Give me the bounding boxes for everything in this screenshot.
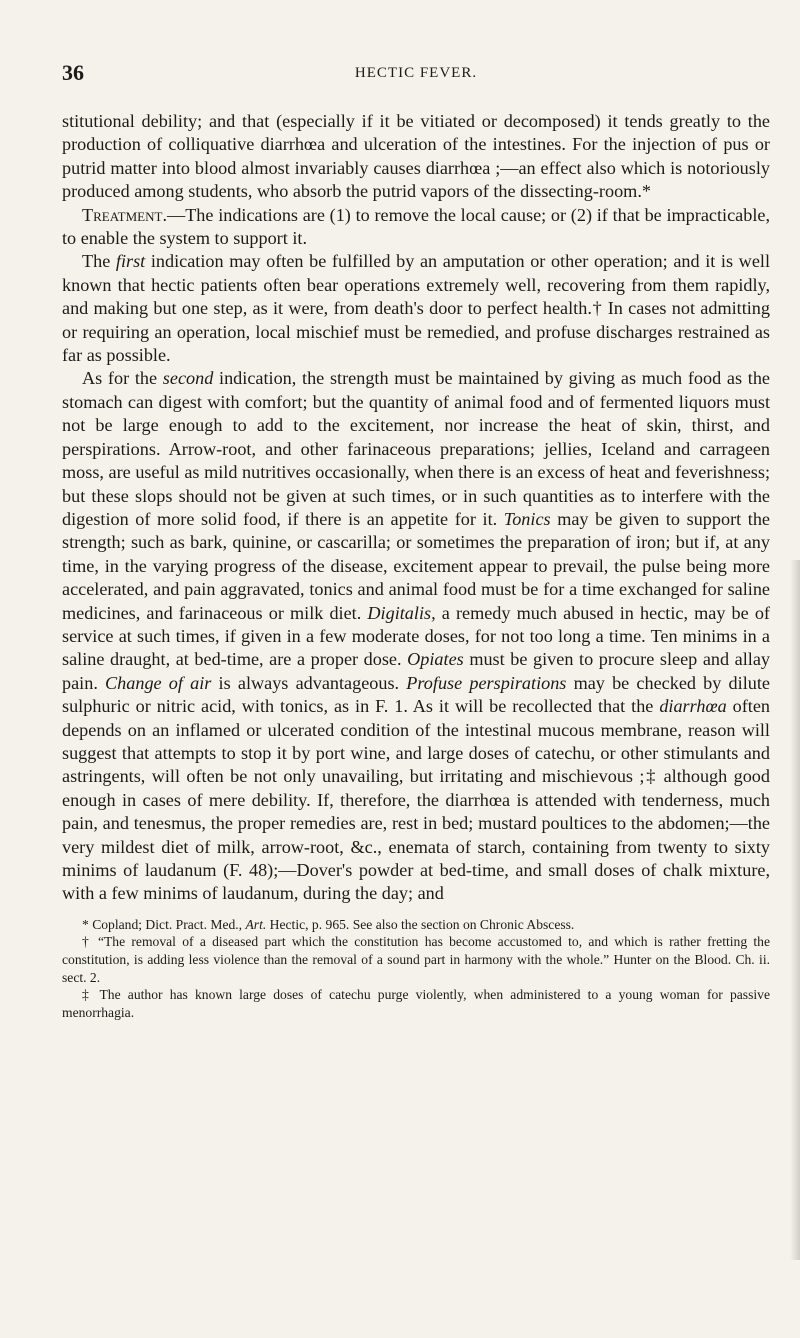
paragraph-second-indication: As for the second indication, the strength must be maintained by giving as much food as the stomach can digest with comfort; but the quantity of animal food and of fermented liquors must not be large enough to add to the excitement, nor increase the heat of skin, thirst, and perspirations. Arrow-root, and other farinaceous preparations; jellies, Iceland and carrageen moss, are useful as mild nutritives occasionally, when there is an excess of heat and feverishness; but these slops should not be given at such times, or in such quantities as to interfere with the digestion of more solid food, if there is an appetite for it. Tonics may be given to support the strength; such as bark, quinine, or cascarilla; or sometimes the preparation of iron; but if, at any time, in the varying progress of the disease, excitement appear to prevail, the pulse being more accelerated, and pain aggravated, tonics and animal food must be for a time exchanged for saline medicines, and farinaceous or milk diet. Digitalis, a remedy much abused in hectic, may be of service at such times, if given in a few moderate doses, for not too long a time. Ten minims in a saline draught, at bed-time, are a proper dose. Opiates must be given to procure sleep and allay pain. Change of air is always advantageous. Profuse perspirations may be checked by dilute sulphuric or nitric acid, with tonics, as in F. 1. As it will be recollected that the diarrhœa often depends on an inflamed or ulcerated condition of the intestinal mucous membrane, reason will suggest that attempts to stop it by port wine, and large doses of catechu, or other stimulants and astringents, will often be not only unavailing, but irritating and mischievous ;‡ although good enough in cases of mere debility. If, therefore, the diarrhœa is attended with tenderness, much pain, and tenesmus, the proper remedies are, rest in bed; mustard poultices to the abdomen;—the very mildest diet of milk, arrow-root, &c., enemata of starch, containing from twenty to sixty minims of laudanum (F. 48);—Dover's powder at bed-time, and small doses of chalk mixture, with a few minims of laudanum, during the day; and	[62, 368, 771, 904]
treatment-heading: Treatment.	[82, 204, 167, 225]
paragraph-treatment: Treatment.—The indications are (1) to remove the local cause; or (2) if that be impracticable, to enable the system to support it.	[62, 204, 770, 249]
running-head: HECTIC FEVER.	[354, 65, 478, 81]
footnotes	[62, 916, 770, 1022]
footnote-1: * Copland; Dict. Pract. Med., Art. Hectic, p. 965. See also the section on Chronic Abscess.	[82, 916, 575, 932]
book-page	[62, 60, 770, 1021]
footnote-3: ‡ The author has known large doses of catechu purge violently, when administered to a young woman for passive menorrhagia.	[62, 987, 770, 1020]
page-header	[62, 60, 770, 88]
page-edge-shadow	[790, 560, 800, 1260]
page-number: 36	[62, 60, 84, 85]
paragraph-first-indication: The first indication may often be fulfilled by an amputation or other operation; and it is well known that hectic patients often bear operations extremely well, recovering from them rapidly, and making but one step, as it were, from death's door to perfect health.† In cases not admitting or requiring an operation, local mischief must be remedied, and profuse discharges restrained as far as possible.	[62, 251, 770, 366]
paragraph-continuation: stitutional debility; and that (especially if it be vitiated or decomposed) it tends greatly to the production of colliquative diarrhœa and ulceration of the intestines. For the injection of pus or putrid matter into blood almost invariably causes diarrhœa ;—an effect also which is notoriously produced among students, who absorb the putrid vapors of the dissecting-room.*	[62, 111, 770, 202]
footnote-2: † “The removal of a diseased part which the constitution has become accustomed to, and which is rather fretting the constitution, is adding less violence than the removal of a sound part in harmony with the whole.” Hunter on the Blood. Ch. ii. sect. 2.	[62, 934, 770, 985]
body-text	[62, 110, 770, 906]
